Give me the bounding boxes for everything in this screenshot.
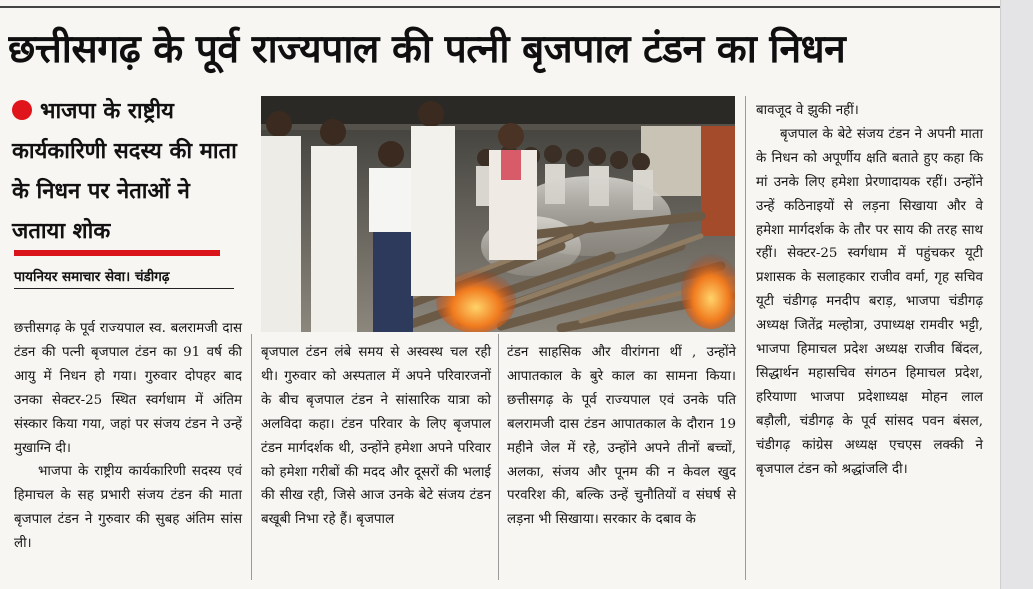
column-rule [498,334,499,580]
subheadline [12,92,240,252]
article-column-2 [261,341,491,532]
subheadline-text: भाजपा के राष्ट्रीय कार्यकारिणी सदस्य की माता के निधन पर नेताओं ने जताया शोक [12,99,237,244]
paragraph: छत्तीसगढ़ के पूर्व राज्यपाल स्व. बलरामजी दास टंडन की पत्नी बृजपाल टंडन का 91 वर्ष की आयु में निधन हो गया। गुरुवार दोपहर बाद उनका सेक्टर-25 स्थित स्वर्गधाम में अंतिम संस्कार किया गया, जहां पर संजय टंडन ने उन्हें मुखाग्नि दी। [14,321,242,456]
paragraph: टंडन साहसिक और वीरांगना थीं , उन्होंने आपातकाल के बुरे काल का सामना किया। छत्तीसगढ़ के पूर्व राज्यपाल एवं उनके पति बलरामजी दास टंडन आपातकाल के दौरान 19 महीने जेल में रहे, उन्होंने अपने तीनों बच्चों, अलका, संजय और पूनम की न केवल खुद परवरिश की, बल्कि उन्हें चुनौतियों व संघर्ष से लड़ना भी सिखाया। सरकार के दबाव के [507,345,736,528]
headline: छत्तीसगढ़ के पूर्व राज्यपाल की पत्नी बृजपाल टंडन का निधन [8,27,846,72]
byline: पायनियर समाचार सेवा। चंडीगढ़ [14,266,234,289]
paragraph: भाजपा के राष्ट्रीय कार्यकारिणी सदस्य एवं हिमाचल के सह प्रभारी संजय टंडन की माता बृजपाल टंडन ने गुरुवार की सुबह अंतिम सांस ली। [14,464,242,552]
red-bullet-icon [12,100,32,120]
article-column-1 [14,317,242,556]
cremation-photo [261,96,735,332]
paragraph: बावजूद वे झुकी नहीं। [756,103,859,118]
paragraph: बृजपाल के बेटे संजय टंडन ने अपनी माता के निधन को अपूर्णीय क्षति बताते हुए कहा कि मां उनके लिए हमेशा प्रेरणादायक रहीं। उन्होंने उन्हें कठिनाइयों से लड़ना सिखाया और वे हमेशा मार्गदर्शक के तौर पर साय की तरह साथ रहीं। सेक्टर-25 स्वर्गधाम में पहुंचकर यूटी प्रशासक के सलाहकार राजीव वर्मा, गृह सचिव यूटी चंडीगढ़ मनदीप बराड़, भाजपा चंडीगढ़ अध्यक्ष जितेंद्र मल्होत्रा, उपाध्यक्ष रामवीर भट्टी, भाजपा हिमाचल प्रदेश अध्यक्ष राजीव बिंदल, सिद्धार्थन महासचिव संगठन हिमाचल प्रदेश, हरियाणा भाजपा प्रदेशाध्यक्ष मोहन लाल बड़ौली, चंडीगढ़ के पूर्व सांसद पवन बंसल, चंडीगढ़ कांग्रेस अध्यक्ष एचएस लक्की ने बृजपाल टंडन को श्रद्धांजलि दी। [756,126,983,477]
right-margin [1000,0,1033,589]
paragraph: बृजपाल टंडन लंबे समय से अस्वस्थ चल रही थी। गुरुवार को अस्पताल में अपने परिवारजनों के बीच बृजपाल टंडन ने सांसारिक यात्रा को अलविदा कहा। टंडन परिवार के लिए बृजपाल टंडन मार्गदर्शक थी, उन्होंने हमेशा अपने परिवार को हमेशा गरीबों की मदद और दूसरों की भलाई की सीख रही, जिसे आज उनके बेटे संजय टंडन बखूबी निभा रहे हैं। बृजपाल [261,345,491,528]
photo-illustration [261,96,735,332]
top-rule [0,6,1000,8]
article-column-3 [507,341,736,532]
article-column-4 [756,99,983,482]
column-rule [745,96,746,580]
red-divider [14,250,220,256]
column-rule [251,334,252,580]
